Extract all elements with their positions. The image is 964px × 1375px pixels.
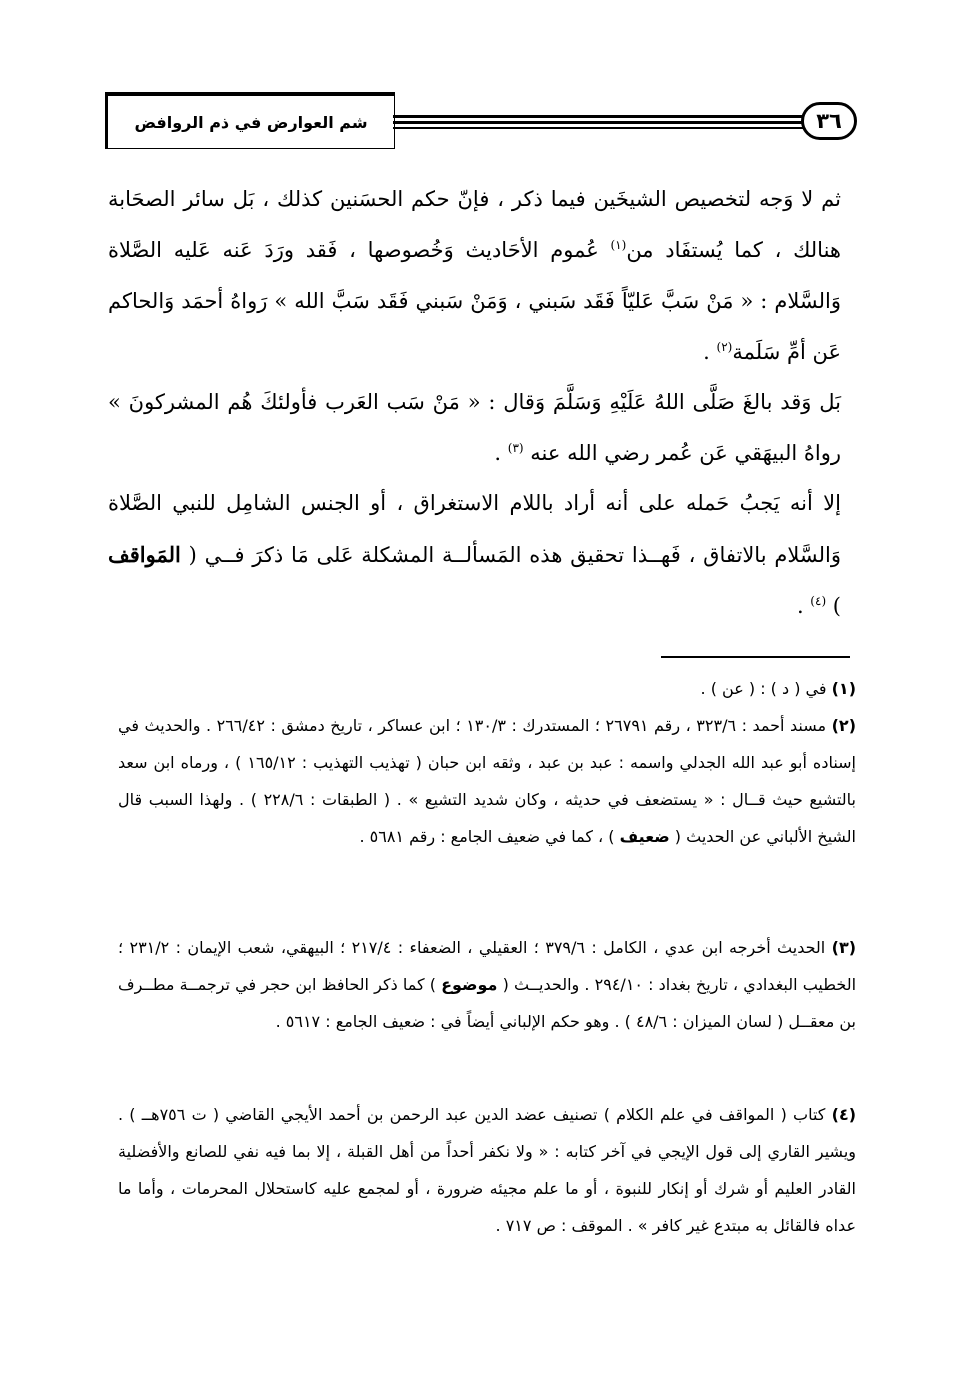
- footnote: [118, 707, 856, 855]
- footnote-text: في ( د ) : ( عن ) .: [700, 679, 832, 698]
- text-span: عُموم الأحَاديث وَخُصوصها ، فَقد ورَدَ عَنه عَليه الصَّلاة وَالسَّلام : « مَنْ سَبَّ عَليّاً فَقَد سَبني ، وَمَنْ سَبني فَقَد سَبَّ الله » رَواهُ أحمَد وَالحاكم عَن أمِّ سَلَمة: [108, 238, 841, 364]
- body-paragraph: [108, 377, 841, 479]
- header-rule: [393, 127, 804, 129]
- text-span: ثم لا وَجه لتخصيص الشيخَين فيما ذكر ، فإنّ حكم الحسَنين كذلك ، بَل سائر الصحَابة هنالك ، كما يُستفَاد من: [108, 187, 841, 262]
- footnote-text: ) كما ذكر الحافظ ابن حجر في ترجمــة مطــرف بن معقــل ( لسان الميزان : ٤٨/٦ ) . وهو حكم الإلباني أيضاً في : ضعيف الجامع : ٥٦١٧ .: [118, 975, 856, 1031]
- header-rule: [393, 121, 804, 124]
- footnote-number: (٤): [831, 1105, 857, 1124]
- footnote-ref: (٤): [810, 594, 827, 608]
- footnote-text: مسند أحمد : ٣٢٣/٦ ، رقم ٢٦٧٩١ ؛ المستدرك : ١٣٠/٣ ؛ ابن عساكر ، تاريخ دمشق : ٢٦٦/٤٢ . والحديث في إسناده أبو عبد الله الجدلي واسمه : عبد بن عبد ، وثقه ابن حبان ( تهذيب التهذيب : ١٦٥/١٢ ) ، ورماه ابن سعد بالتشيع حيث قــال : « يستضعف في حديثه ، وكان شديد التشيع » . ( الطبقات : ٢٢٨/٦ ) . ولهذا السبب قال الشيخ الألباني عن الحديث (: [118, 716, 857, 846]
- text-span: إلا أنه يَجبُ حَمله على أنه أراد باللام الاستغراق ، أو الجنس الشامِل للنبي الصَّلاة وَالسَّلام بالاتفاق ، فَهــذا تحقيق هذه المَسألــة المشكلة عَلى مَا ذكرَ فــي (: [108, 491, 842, 567]
- footnote-ref: (٢): [716, 340, 733, 354]
- bold-term: ضعيف: [619, 827, 670, 846]
- bold-term: المَواقف: [108, 542, 181, 567]
- footnote: [118, 1096, 856, 1244]
- footnote-ref: (٣): [507, 441, 524, 455]
- text-span: .: [703, 340, 717, 364]
- text-span: ): [826, 594, 841, 618]
- footnote-number: (٣): [831, 938, 857, 957]
- footnote-ref: (١): [610, 238, 627, 252]
- footnote: [118, 670, 856, 707]
- text-span: .: [494, 441, 508, 465]
- footnote-text: الحديث أخرجه ابن عدي ، الكامل : ٣٧٩/٦ ؛ العقيلي ، الضعفاء : ٢١٧/٤ ؛ البيهقي، شعب الإيمان : ٢٣١/٢ ؛ الخطيب البغدادي ، تاريخ بغداد : ٢٩٤/١٠ . والحديــث (: [118, 938, 857, 994]
- text-span: .: [796, 594, 811, 618]
- page-number: ٣٦: [801, 102, 857, 140]
- header-rule: [393, 115, 804, 118]
- text-span: بَل وَقد بالغَ صَلَّى اللهُ عَلَيْهِ وَسَلَّمَ وَقال : « مَنْ سَب العَرب فأولئكَ هُم المشركونَ » رواهُ البيهَقي عَن عُمر رضي الله عنه: [108, 390, 841, 465]
- footnote-number: (٢): [831, 716, 856, 735]
- page-header: [105, 92, 857, 152]
- body-paragraph: [108, 478, 841, 632]
- body-paragraph: [108, 174, 841, 378]
- footnote-text: كتاب ( المواقف في علم الكلام ) تصنيف عضد الدين عبد الرحمن بن أحمد الأيجي القاضي ( ت ٧٥٦هــ ) . ويشير القاري إلى قول الإيجي في آخر كتابه : « ولا نكفر أحداً من أهل القبلة ، إلا بما فيه نفي للصانع والأفضلية القادر العليم أو شرك أو إنكار للنبوة ، أو ما علم مجيئه ضرورة ، أو لمجمع عليه كاستحلال المحرمات ، وأما ما عداه فالقائل به مبتدع غير كافر » . الموقف : ص ٧١٧ .: [118, 1105, 856, 1235]
- bold-term: موضوع: [441, 975, 498, 994]
- footnote-number: (١): [831, 679, 856, 698]
- footnote: [118, 929, 856, 1040]
- footnote-text: ) ، كما في ضعيف الجامع : رقم ٥٦٨١ .: [359, 827, 620, 846]
- footnote-separator: [661, 656, 850, 658]
- book-title: شم العوارض في ذم الروافض: [105, 92, 395, 149]
